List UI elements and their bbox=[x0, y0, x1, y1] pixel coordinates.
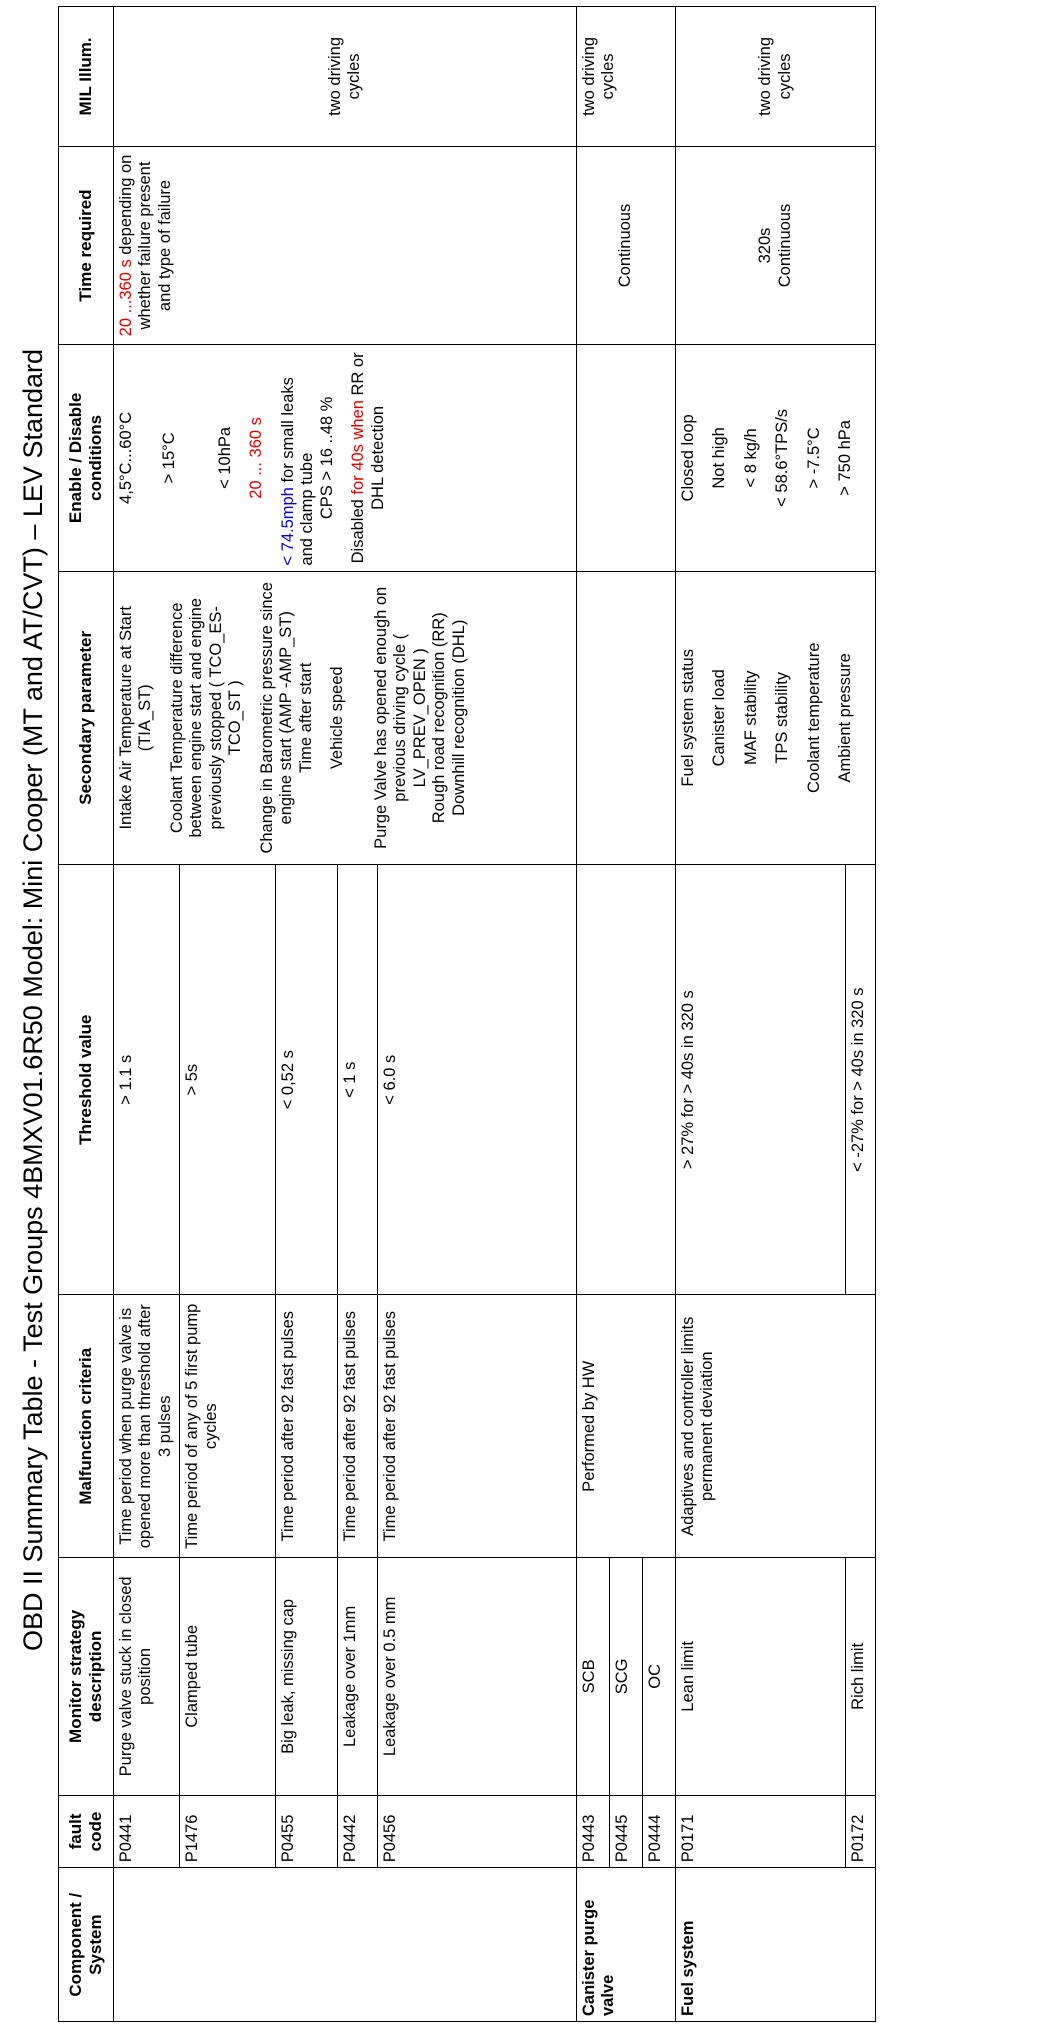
header-time: Time required bbox=[59, 146, 114, 344]
enable-item: Closed loop bbox=[679, 414, 697, 502]
monitor-description: Leakage over 0.5 mm bbox=[378, 1558, 577, 1796]
header-secondary: Secondary parameter bbox=[59, 571, 114, 864]
malfunction-criteria: Time period after 92 fast pulses bbox=[338, 1295, 378, 1558]
monitor-description: Purge valve stuck in closed position bbox=[114, 1558, 180, 1796]
time-range: 20 ...360 s bbox=[117, 259, 135, 337]
header-component: Component / System bbox=[59, 1868, 114, 2022]
threshold-value: < 1 s bbox=[338, 865, 378, 1295]
enable-conditions bbox=[114, 345, 577, 571]
secondary-purge: Purge Valve has opened enough on previous driving cycle ( LV_PREV_OPEN ) bbox=[371, 586, 429, 849]
secondary-parameters bbox=[114, 571, 577, 864]
monitor-description: OC bbox=[643, 1558, 676, 1796]
time-required bbox=[114, 146, 577, 344]
malfunction-criteria: Time period when purge valve is opened more than threshold after 3 pulses bbox=[114, 1295, 180, 1558]
fault-code: P0444 bbox=[643, 1795, 676, 1868]
monitor-description: Clamped tube bbox=[180, 1558, 276, 1796]
header-fault-code: fault code bbox=[59, 1795, 114, 1868]
threshold-value: > 27% for > 40s in 320 s bbox=[676, 865, 846, 1295]
header-enable: Enable / Disable conditions bbox=[59, 345, 114, 571]
page-title: OBD II Summary Table - Test Groups 4BMXV01.6R50 Model: Mini Cooper (MT and AT/CVT) – LEV Standard bbox=[18, 348, 48, 1652]
obd-summary-table bbox=[58, 6, 876, 2022]
secondary-item: Canister load bbox=[710, 669, 729, 767]
secondary-item: MAF stability bbox=[741, 670, 760, 766]
time-required bbox=[676, 146, 876, 344]
enable-item: < 58.6°TPS/s bbox=[773, 408, 792, 507]
header-monitor: Monitor strategy description bbox=[59, 1558, 114, 1796]
fault-code: P0171 bbox=[676, 1795, 846, 1868]
component-canister: Canister purge valve bbox=[577, 1868, 676, 2022]
secondary-blank bbox=[577, 571, 676, 864]
fault-code: P0442 bbox=[338, 1795, 378, 1868]
enable-coolant: > 15°C bbox=[160, 432, 179, 484]
header-mil: MIL Illum. bbox=[59, 7, 114, 147]
component-cell-blank bbox=[114, 1868, 577, 2022]
monitor-description: Rich limit bbox=[846, 1558, 876, 1796]
secondary-iat: Intake Air Temperature at Start (TIA_ST) bbox=[117, 606, 155, 830]
secondary-baro: Change in Barometric pressure since engine start (AMP -AMP_ST) bbox=[257, 582, 296, 854]
fault-code: P0172 bbox=[846, 1795, 876, 1868]
enable-item: > -7.5°C bbox=[804, 427, 823, 489]
header-threshold: Threshold value bbox=[59, 865, 114, 1295]
enable-speed bbox=[279, 350, 318, 565]
mil-illum: two driving cycles bbox=[676, 7, 876, 147]
enable-disabled-b: for 40s when bbox=[349, 400, 368, 495]
threshold-value: < 6.0 s bbox=[378, 865, 577, 1295]
monitor-description: Leakage over 1mm bbox=[338, 1558, 378, 1796]
monitor-description: Big leak, missing cap bbox=[276, 1558, 338, 1796]
time-rest: depending on whether failure present and type of failure bbox=[117, 154, 174, 330]
header-malfunction: Malfunction criteria bbox=[59, 1295, 114, 1558]
table-row bbox=[676, 7, 846, 2022]
secondary-item: Coolant temperature bbox=[804, 642, 823, 794]
secondary-time-after: Time after start bbox=[296, 662, 315, 773]
malfunction-criteria: Time period after 92 fast pulses bbox=[276, 1295, 338, 1558]
enable-disabled-c: RR or DHL detection bbox=[349, 352, 387, 510]
threshold-value: < 0,52 s bbox=[276, 865, 338, 1295]
threshold-value-blank bbox=[577, 865, 676, 1295]
fault-code: P0455 bbox=[276, 1795, 338, 1868]
enable-cps: CPS > 16 ..48 % bbox=[317, 396, 336, 520]
malfunction-criteria: Time period of any of 5 first pump cycles bbox=[180, 1295, 276, 1558]
enable-conditions bbox=[676, 345, 876, 571]
secondary-downhill: Downhill recognition (DHL) bbox=[449, 619, 468, 816]
header-row bbox=[59, 7, 114, 2022]
fault-code: P1476 bbox=[180, 1795, 276, 1868]
secondary-parameters bbox=[676, 571, 876, 864]
fault-code: P0456 bbox=[378, 1795, 577, 1868]
malfunction-criteria: Adaptives and controller limits permanent deviation bbox=[676, 1295, 876, 1558]
time-item: Continuous bbox=[775, 203, 794, 288]
component-fuel: Fuel system bbox=[676, 1868, 876, 2022]
table-row bbox=[114, 7, 180, 2022]
secondary-item: Ambient pressure bbox=[836, 653, 855, 783]
time-required: Continuous bbox=[577, 146, 676, 344]
time-item: 320s bbox=[756, 227, 775, 264]
monitor-description: Lean limit bbox=[676, 1558, 846, 1796]
secondary-rough: Rough road recognition (RR) bbox=[430, 612, 449, 824]
enable-item: < 8 kg/h bbox=[741, 428, 760, 488]
fault-code: P0441 bbox=[114, 1795, 180, 1868]
enable-baro: < 10hPa bbox=[215, 426, 234, 489]
enable-speed-rest: for small leaks and clamp tube bbox=[278, 377, 317, 566]
malfunction-criteria: Performed by HW bbox=[577, 1295, 676, 1558]
secondary-item: TPS stability bbox=[773, 671, 792, 764]
enable-disabled bbox=[349, 350, 388, 565]
enable-iat: 4,5°C...60°C bbox=[117, 411, 135, 504]
enable-disabled-a: Disabled bbox=[349, 494, 368, 564]
secondary-item: Fuel system status bbox=[679, 649, 697, 787]
enable-item: Not high bbox=[710, 427, 729, 489]
mil-illum: two driving cycles bbox=[577, 7, 676, 147]
mil-illum: two driving cycles bbox=[114, 7, 577, 147]
threshold-value: > 1.1 s bbox=[114, 865, 180, 1295]
malfunction-criteria: Time period after 92 fast pulses bbox=[378, 1295, 577, 1558]
enable-time-after: 20 ... 360 s bbox=[247, 417, 266, 499]
enable-speed-value: < 74.5mph bbox=[278, 487, 297, 566]
monitor-description: SCB bbox=[577, 1558, 610, 1796]
enable-blank bbox=[577, 345, 676, 571]
secondary-speed: Vehicle speed bbox=[328, 666, 347, 770]
secondary-coolant: Coolant Temperature difference between engine start and engine previously stopped ( TCO_ES-TCO_ST ) bbox=[167, 598, 245, 838]
table-row bbox=[577, 7, 610, 2022]
enable-item: > 750 hPa bbox=[836, 420, 855, 496]
threshold-value: > 5s bbox=[180, 865, 276, 1295]
fault-code: P0445 bbox=[610, 1795, 643, 1868]
fault-code: P0443 bbox=[577, 1795, 610, 1868]
threshold-value: < -27% for > 40s in 320 s bbox=[846, 865, 876, 1295]
monitor-description: SCG bbox=[610, 1558, 643, 1796]
